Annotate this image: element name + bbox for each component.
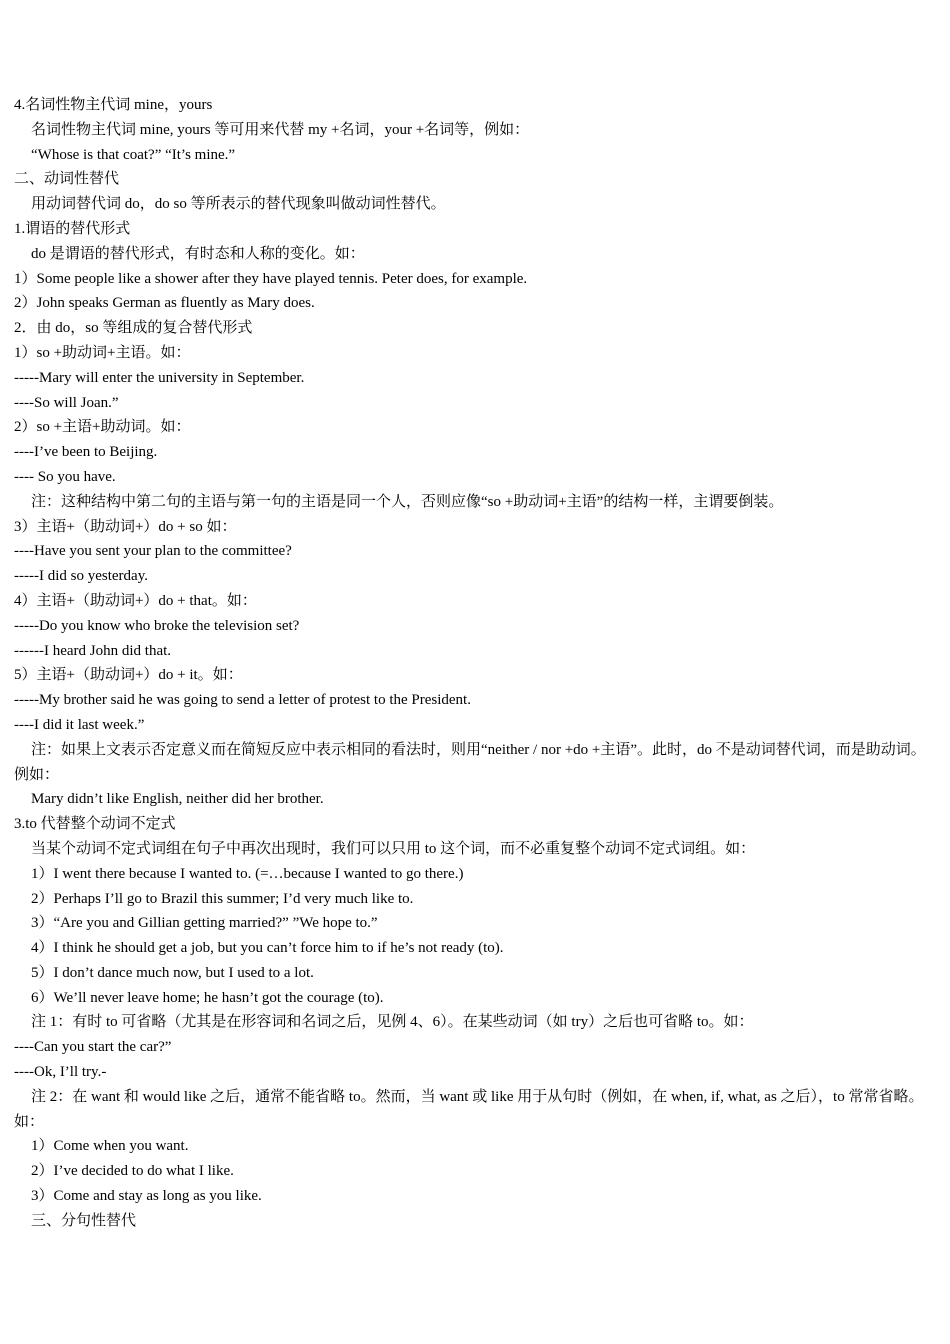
text-line: ----Have you sent your plan to the committee? [14, 543, 292, 560]
text-line: 5）I don’t dance much now, but I used to a lot. [31, 964, 314, 981]
text-line: 2．由 do，so 等组成的复合替代形式 [14, 320, 253, 337]
text-line: 注：这种结构中第二句的主语与第一句的主语是同一个人，否则应像“so +助动词+主语”的结构一样，主谓要倒装。 [31, 493, 784, 510]
text-line: 3.to 代替整个动词不定式 [14, 816, 176, 833]
text-line: ------I heard John did that. [14, 642, 172, 659]
text-line: 3）主语+（助动词+）do + so 如： [14, 518, 237, 535]
text-line: -----I did so yesterday. [14, 568, 148, 585]
text-line: -----Do you know who broke the television set? [14, 617, 300, 634]
text-line: 4）I think he should get a job, but you can’t force him to if he’s not ready (to). [31, 940, 504, 957]
text-line: 三、分句性替代 [31, 1212, 137, 1229]
text-line: ----So will Joan.” [14, 394, 119, 411]
text-line: 1）I went there because I wanted to. (=…because I wanted to go there.) [31, 865, 464, 882]
text-line: ----Can you start the car?” [14, 1039, 172, 1056]
text-line: 当某个动词不定式词组在句子中再次出现时，我们可以只用 to 这个词，而不必重复整个动词不定式词组。如： [31, 840, 756, 857]
text-line: 1）so +助动词+主语。如： [14, 344, 191, 361]
text-line: 2）so +主语+助动词。如： [14, 419, 191, 436]
note-paragraph: 注：如果上文表示否定意义而在简短反应中表示相同的看法时，则用“neither / nor +do +主语”。此时，do 不是动词替代词，而是助动词。例如： [14, 741, 926, 783]
text-line: 2）Perhaps I’ll go to Brazil this summer; I’d very much like to. [31, 890, 414, 907]
text-block-c [14, 1134, 932, 1233]
text-line: 2）John speaks German as fluently as Mary does. [14, 295, 315, 312]
text-line: 1）Some people like a shower after they have played tennis. Peter does, for example. [14, 270, 528, 287]
text-line: 1.谓语的替代形式 [14, 220, 131, 237]
text-line: ---- So you have. [14, 468, 116, 485]
text-line: do 是谓语的替代形式，有时态和人称的变化。如： [31, 245, 365, 262]
text-block-b [14, 787, 932, 1085]
text-line: 4.名词性物主代词 mine，yours [14, 97, 213, 113]
text-line: 4）主语+（助动词+）do + that。如： [14, 592, 257, 609]
text-line: 二、动词性替代 [14, 171, 120, 188]
text-block-a [14, 93, 932, 738]
text-line: -----My brother said he was going to send a letter of protest to the President. [14, 692, 471, 709]
text-line: 用动词替代词 do，do so 等所表示的替代现象叫做动词性替代。 [31, 196, 446, 213]
text-line: 5）主语+（助动词+）do + it。如： [14, 667, 243, 684]
text-line: 1）Come when you want. [31, 1138, 189, 1155]
text-line: 3）“Are you and Gillian getting married?” ”We hope to.” [31, 915, 378, 932]
text-line: 6）We’ll never leave home; he hasn’t got the courage (to). [31, 989, 384, 1006]
text-line: 3）Come and stay as long as you like. [31, 1188, 262, 1205]
text-line: 2）I’ve decided to do what I like. [31, 1163, 234, 1180]
text-line: ----I did it last week.” [14, 716, 145, 733]
text-line: ----I’ve been to Beijing. [14, 444, 158, 461]
text-line: 名词性物主代词 mine, yours 等可用来代替 my +名词，your +名词等，例如： [31, 121, 530, 138]
text-line: ----Ok, I’ll try.- [14, 1064, 107, 1081]
text-line: “Whose is that coat?” “It’s mine.” [31, 146, 236, 163]
document-page [14, 93, 932, 1234]
note-paragraph: 注 2：在 want 和 would like 之后，通常不能省略 to。然而，当 want 或 like 用于从句时（例如，在 when, if, what, as 之后），to 常常省略。如： [14, 1088, 924, 1130]
text-line: Mary didn’t like English, neither did her brother. [31, 791, 324, 808]
text-line: -----Mary will enter the university in September. [14, 369, 305, 386]
text-line: 注 1：有时 to 可省略（尤其是在形容词和名词之后，见例 4、6）。在某些动词（如 try）之后也可省略 to。如： [31, 1014, 754, 1031]
